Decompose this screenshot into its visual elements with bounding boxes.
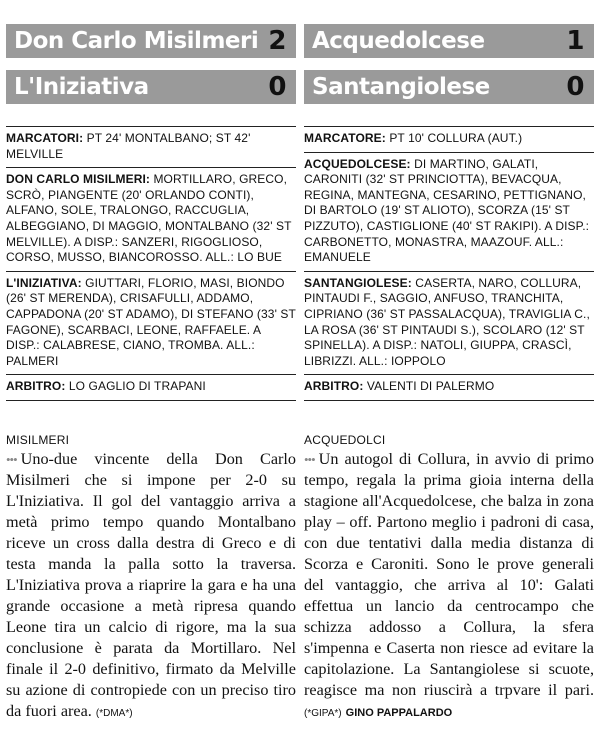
team-score: 1 [566,26,584,56]
info-label: MARCATORE: [304,131,386,145]
team-name: Acquedolcese [312,28,485,54]
info-text: VALENTI DI PALERMO [366,379,495,394]
team-score: 0 [268,72,286,102]
team-name: Santangiolese [312,74,490,100]
info-label: MARCATORI: [6,131,84,145]
info-away-lineup [304,272,594,376]
info-referee [6,375,296,401]
score-row-away [304,70,594,104]
team-score: 0 [566,72,584,102]
article-body [304,449,594,724]
article-text: Uno-due vincente della Don Carlo Misilmeri che si impone per 2-0 su L'Iniziativa. Il gol del vantaggio arriva a metà primo tempo quando Montalbano riceve un cross dalla destra di Greco e di testa manda la palla sotto la traversa. L'Iniziativa prova a riaprire la gara e ha una grande occasione a metà ripresa quando Leone tira un calcio di rigore, ma la sua conclusione è parata da Mortillaro. Nel finale il 2-0 definitivo, firmato da Melville su azione di contropiede con un preciso tiro da fuori area. [6,449,296,720]
match-info [6,126,296,401]
info-away-lineup [6,272,296,376]
score-row-home [304,24,594,58]
info-text: PT 24' MONTALBANO; ST 42' MELVILLE [6,131,251,161]
info-home-lineup [304,153,594,272]
info-home-lineup [6,168,296,272]
match-column-left [6,0,296,724]
team-score: 2 [268,26,286,56]
info-label: ARBITRO: [304,379,364,394]
score-row-home [6,24,296,58]
info-label: DON CARLO MISILMERI: [6,172,150,187]
article-dateline: MISILMERI [6,432,70,447]
bullet-dots-icon: ••• [304,451,315,467]
info-text: MORTILLARO, GRECO, SCRÒ, PIANGENTE (20' ORLANDO CONTI), ALFANO, SOLE, TRALONGO, RACCUGLIA, ALBEGGIANO, DI MAGGIO, MONTALBANO (32' ST MELVILLE). A DISP.: SANZERI, RIGOGLIOSO, CORSO, MUSSO, BIANCOROSSO. ALL.: LO BUE [6,172,292,265]
article-dateline: ACQUEDOLCI [304,432,386,447]
info-scorers [304,126,594,153]
article-text: Un autogol di Collura, in avvio di primo tempo, regala la prima gioia interna della stagione all'Acquedolcese, che balza in zona play – off. Partono meglio i padroni di casa, con due tentativi dalla media distanza di Scorza e Caroniti. Sono le prove generali del vantaggio, che arriva al 10': Galati effettua un lancio da centrocampo che schizza addosso a Collura, la sfera s'impenna e Caserta non riesce ad evitare la capitolazione. La Santangiolese si scuote, reagisce ma non riuscirà a trpvare il pari. [304,449,594,699]
info-label: ARBITRO: [6,379,66,394]
info-scorers [6,126,296,168]
bullet-dots-icon: ••• [6,451,17,467]
info-referee [304,375,594,401]
team-name: L'Iniziativa [14,74,149,100]
info-text: PT 10' COLLURA (AUT.) [389,131,523,145]
info-text: DI MARTINO, GALATI, CARONITI (32' ST PRINCIOTTA), BEVACQUA, REGINA, MANTEGNA, CESARINO, PETTIGNANO, DI BARTOLO (19' ST ALIOTO), SCORZA (15' ST PIZZUTO), CASTIGLIONE (40' ST RAKIPI). A DISP.: CARBONETTO, MONASTRA, MAAZOUF. ALL.: EMANUELE [304,156,590,265]
info-text: GIUTTARI, FLORIO, MASI, BIONDO (26' ST MERENDA), CRISAFULLI, ADDAMO, CAPPADONA (20' ST ADAMO), DI STEFANO (33' ST FAGONE), SCARBACI, LEONE, RAFFAELE. A DISP.: CALABRESE, CIANO, TROMBA. ALL.: PALMERI [6,275,296,368]
article-author: GINO PAPPALARDO [345,706,453,719]
match-column-right [304,0,594,724]
article-body [6,449,296,724]
article-signature: (*GIPA*) [304,707,342,719]
match-info [304,126,594,401]
info-label: ACQUEDOLCESE: [304,156,411,171]
info-text: LO GAGLIO DI TRAPANI [68,379,206,394]
team-name: Don Carlo Misilmeri [14,28,259,54]
info-label: SANTANGIOLESE: [304,275,412,290]
article-signature: (*DMA*) [95,707,133,719]
info-label: L'INIZIATIVA: [6,275,82,290]
info-text: CASERTA, NARO, COLLURA, PINTAUDI F., SAGGIO, ANFUSO, TRANCHITA, CIPRIANO (36' ST PASSALACQUA), TRAVIGLIA C., LA ROSA (36' ST PINTAUDI S.), SCOLARO (12' ST SPINELLA). A DISP.: NATOLI, GIUPPA, CRASCÌ, LIBRIZZI. ALL.: IOPPOLO [304,275,590,368]
score-row-away [6,70,296,104]
